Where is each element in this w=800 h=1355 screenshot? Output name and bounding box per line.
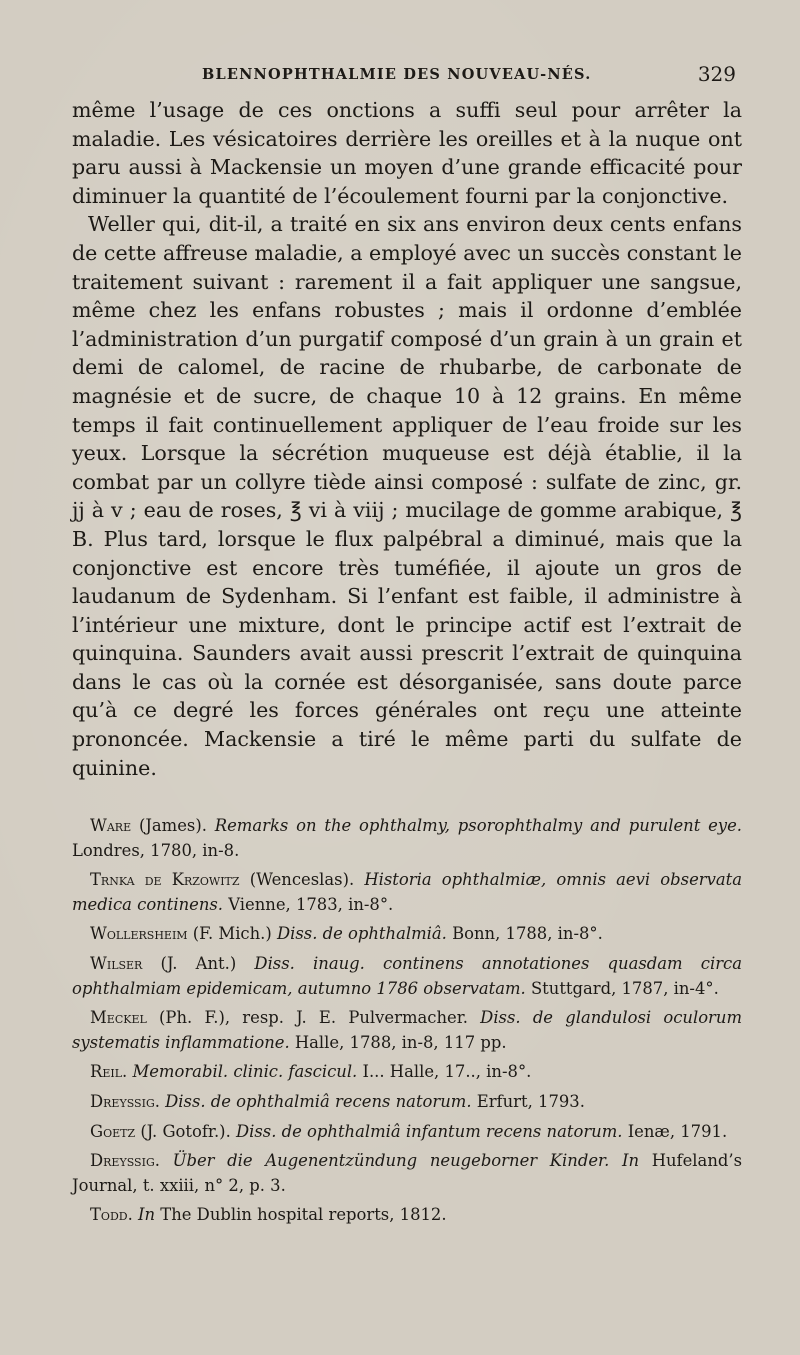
- ref-author-detail: (F. Mich.): [187, 924, 277, 944]
- ref-title: Diss. de ophthalmiâ infantum recens natorum.: [236, 1121, 623, 1141]
- ref-author-detail: (Wenceslas).: [239, 870, 365, 890]
- ref-author: Reil.: [90, 1062, 128, 1082]
- ref-details: Erfurt, 1793.: [471, 1091, 585, 1111]
- ref-author: Dreyssig.: [90, 1091, 160, 1111]
- ref-author-detail: (J. Gotofr.).: [135, 1121, 236, 1141]
- ref-author: Meckel: [90, 1008, 147, 1028]
- ref-title: Historia ophthalmiæ, omnis aevi observata medica continens.: [72, 870, 742, 914]
- running-title: BLENNOPHTHALMIE DES NOUVEAU-NÉS.: [202, 66, 592, 83]
- ref-author: Ware: [90, 816, 132, 835]
- ref-author: Trnka de Krzowitz: [90, 870, 240, 890]
- bibliography-entry: [72, 1120, 742, 1145]
- bibliography-entry: [72, 952, 742, 1001]
- ref-details: Hufeland’s Journal, t. xxiii, n° 2, p. 3.: [72, 1151, 742, 1195]
- ref-author: Wilser: [90, 953, 143, 973]
- ref-details: Londres, 1780, in-8.: [72, 840, 240, 860]
- ref-author: Wollersheim: [90, 924, 188, 944]
- ref-title: Diss. de ophthalmiâ.: [276, 924, 447, 944]
- ref-details: Halle, 1788, in-8, 117 pp.: [289, 1032, 507, 1052]
- bibliography-entry: [72, 922, 742, 947]
- ref-details: Ienæ, 1791.: [622, 1121, 728, 1141]
- ref-author-detail: (James).: [131, 816, 215, 835]
- bibliography-entry: [72, 868, 742, 917]
- bibliography: [72, 814, 742, 1233]
- ref-author-detail: (Ph. F.), resp. J. E. Pulvermacher.: [146, 1008, 481, 1028]
- ref-title: Remarks on the ophthalmy, psorophthalmy and purulent eye.: [214, 816, 742, 835]
- ref-details: Vienne, 1783, in-8°.: [223, 894, 394, 914]
- bibliography-entry: [72, 814, 742, 863]
- paragraph: Weller qui, dit-il, a traité en six ans environ deux cents enfans de cette affreuse maladie, a employé avec un succès constant le traitement suivant : rarement il a fait appliquer une sangsue, même chez les enfans robustes ; mais il ordonne d’emblée l’administration d’un purgatif composé d’un grain à un grain et demi de calomel, de racine de rhubarbe, de carbonate de magnésie et de sucre, de chaque 10 à 12 grains. En même temps il fait continuellement appliquer de l’eau froide sur les yeux. Lorsque la sécrétion muqueuse est déjà établie, il la combat par un collyre tiède ainsi composé : sulfate de zinc, gr. jj à v ; eau de roses, ℥ vi à viij ; mucilage de gomme arabique, ℥ B. Plus tard, lorsque le flux palpébral a diminué, mais que la conjonctive est encore très tuméfiée, il ajoute un gros de laudanum de Sydenham. Si l’enfant est faible, il administre à l’intérieur une mixture, dont le principe actif est l’extrait de quinquina. Saunders avait aussi prescrit l’extrait de quinquina dans le cas où la cornée est désorganisée, sans doute parce qu’à ce degré les forces générales ont reçu une atteinte prononcée. Mackensie a tiré le même parti du sulfate de quinine.: [72, 212, 742, 780]
- bibliography-entry: [72, 1090, 742, 1115]
- ref-details: I... Halle, 17.., in-8°.: [357, 1062, 532, 1082]
- ref-details: Bonn, 1788, in-8°.: [446, 924, 603, 944]
- ref-title: Memorabil. clinic. fascicul.: [132, 1062, 358, 1082]
- ref-title: Diss. de glandulosi oculorum systematis inflammatione.: [72, 1008, 742, 1052]
- page-number: 329: [697, 62, 736, 86]
- ref-details: Stuttgard, 1787, in-4°.: [525, 978, 719, 998]
- ref-title: Über die Augenentzündung neugeborner Kinder. In: [172, 1151, 639, 1171]
- bibliography-entry: [72, 1149, 742, 1198]
- main-text: [72, 96, 742, 782]
- ref-title: Diss. de ophthalmiâ recens natorum.: [165, 1091, 472, 1111]
- bibliography-entry: [72, 1060, 742, 1085]
- paragraph: même l’usage de ces onctions a suffi seul pour arrêter la maladie. Les vésicatoires derrière les oreilles et à la nuque ont paru aussi à Mackensie un moyen d’une grande efficacité pour diminuer la quantité de l’écoulement fourni par la conjonctive.: [72, 98, 742, 208]
- bibliography-entry: [72, 1006, 742, 1055]
- ref-author-detail: (J. Ant.): [142, 953, 255, 973]
- running-head: [72, 62, 742, 90]
- ref-author: Dreyssig.: [90, 1151, 160, 1171]
- ref-author-detail: [160, 1151, 173, 1170]
- bibliography-entry: [72, 1203, 742, 1228]
- ref-details: The Dublin hospital reports, 1812.: [155, 1205, 447, 1225]
- ref-title: In: [138, 1205, 156, 1225]
- ref-author: Goetz: [90, 1121, 136, 1141]
- ref-author: Todd.: [90, 1205, 133, 1225]
- ref-title: Diss. inaug. continens annotationes quasdam circa ophthalmiam epidemicam, autumno 1786 observatam.: [72, 953, 742, 998]
